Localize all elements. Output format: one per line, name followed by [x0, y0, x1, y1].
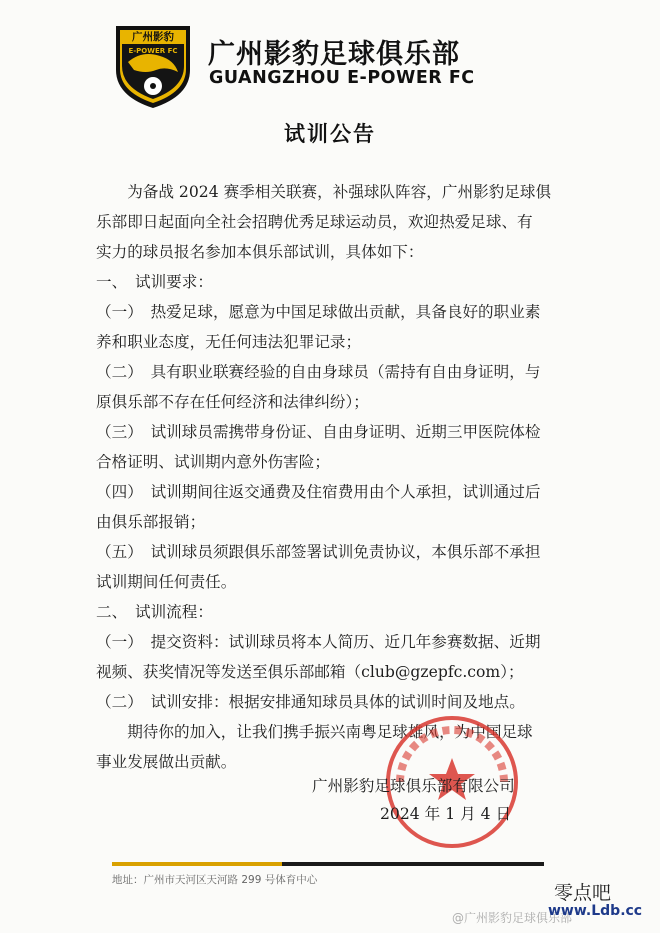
- body-line: （一） 提交资料：试训球员将本人简历、近几年参赛数据、近期: [96, 633, 541, 651]
- body-line: （二） 具有职业联赛经验的自由身球员（需持有自由身证明，与: [96, 363, 541, 381]
- body-line: （五） 试训球员须跟俱乐部签署试训免责协议，本俱乐部不承担: [96, 543, 541, 561]
- body-line: （四） 试训期间往返交通费及住宿费用由个人承担，试训通过后: [96, 483, 541, 501]
- logo-text: 广州影豹: [132, 31, 174, 43]
- body-line: 期待你的加入，让我们携手振兴南粤足球雄风，为中国足球: [96, 723, 533, 741]
- body-line: 乐部即日起面向全社会招聘优秀足球运动员，欢迎热爱足球、有: [96, 213, 533, 231]
- body-line: 养和职业态度，无任何违法犯罪记录；: [96, 333, 362, 351]
- footer-address: 地址：广州市天河区天河路 299 号体育中心: [112, 874, 318, 886]
- section-heading: 二、 试训流程：: [96, 603, 213, 621]
- body-line: （二） 试训安排：根据安排通知球员具体的试训时间及地点。: [96, 693, 525, 711]
- signature-company: 广州影豹足球俱乐部有限公司: [312, 777, 515, 795]
- club-name-en: GUANGZHOU E-POWER FC: [209, 68, 475, 88]
- body-line: 试训期间任何责任。: [96, 573, 237, 591]
- body-line: 由俱乐部报销；: [96, 513, 206, 531]
- footer-divider: [112, 862, 544, 866]
- section-heading: 一、 试训要求：: [96, 273, 213, 291]
- body-line: （三） 试训球员需携带身份证、自由身证明、近期三甲医院体检: [96, 423, 541, 441]
- body-line: 事业发展做出贡献。: [96, 753, 237, 771]
- notice-title: 试训公告: [284, 122, 376, 146]
- logo-subtext: E-POWER FC: [128, 47, 178, 55]
- letterhead: [112, 22, 572, 112]
- site-name-watermark: 零点吧: [554, 882, 612, 904]
- body-line: 为备战 2024 赛季相关联赛，补强球队阵容，广州影豹足球俱: [96, 183, 552, 201]
- body-line: 原俱乐部不存在任何经济和法律纠纷）；: [96, 393, 369, 411]
- signature-date: 2024 年 1 月 4 日: [380, 805, 512, 823]
- club-logo: [112, 22, 194, 110]
- footer-accent: [112, 862, 282, 866]
- body-line: （一） 热爱足球，愿意为中国足球做出贡献，具备良好的职业素: [96, 303, 541, 321]
- weibo-watermark: @广州影豹足球俱乐部: [452, 911, 573, 925]
- site-url-watermark: www.Ldb.cc: [548, 903, 643, 919]
- body-line: 视频、获奖情况等发送至俱乐部邮箱（club@gzepfc.com）；: [96, 663, 524, 681]
- club-name-cn: 广州影豹足球俱乐部: [208, 39, 460, 70]
- body-line: 实力的球员报名参加本俱乐部试训，具体如下：: [96, 243, 424, 261]
- body-line: 合格证明、试训期内意外伤害险；: [96, 453, 330, 471]
